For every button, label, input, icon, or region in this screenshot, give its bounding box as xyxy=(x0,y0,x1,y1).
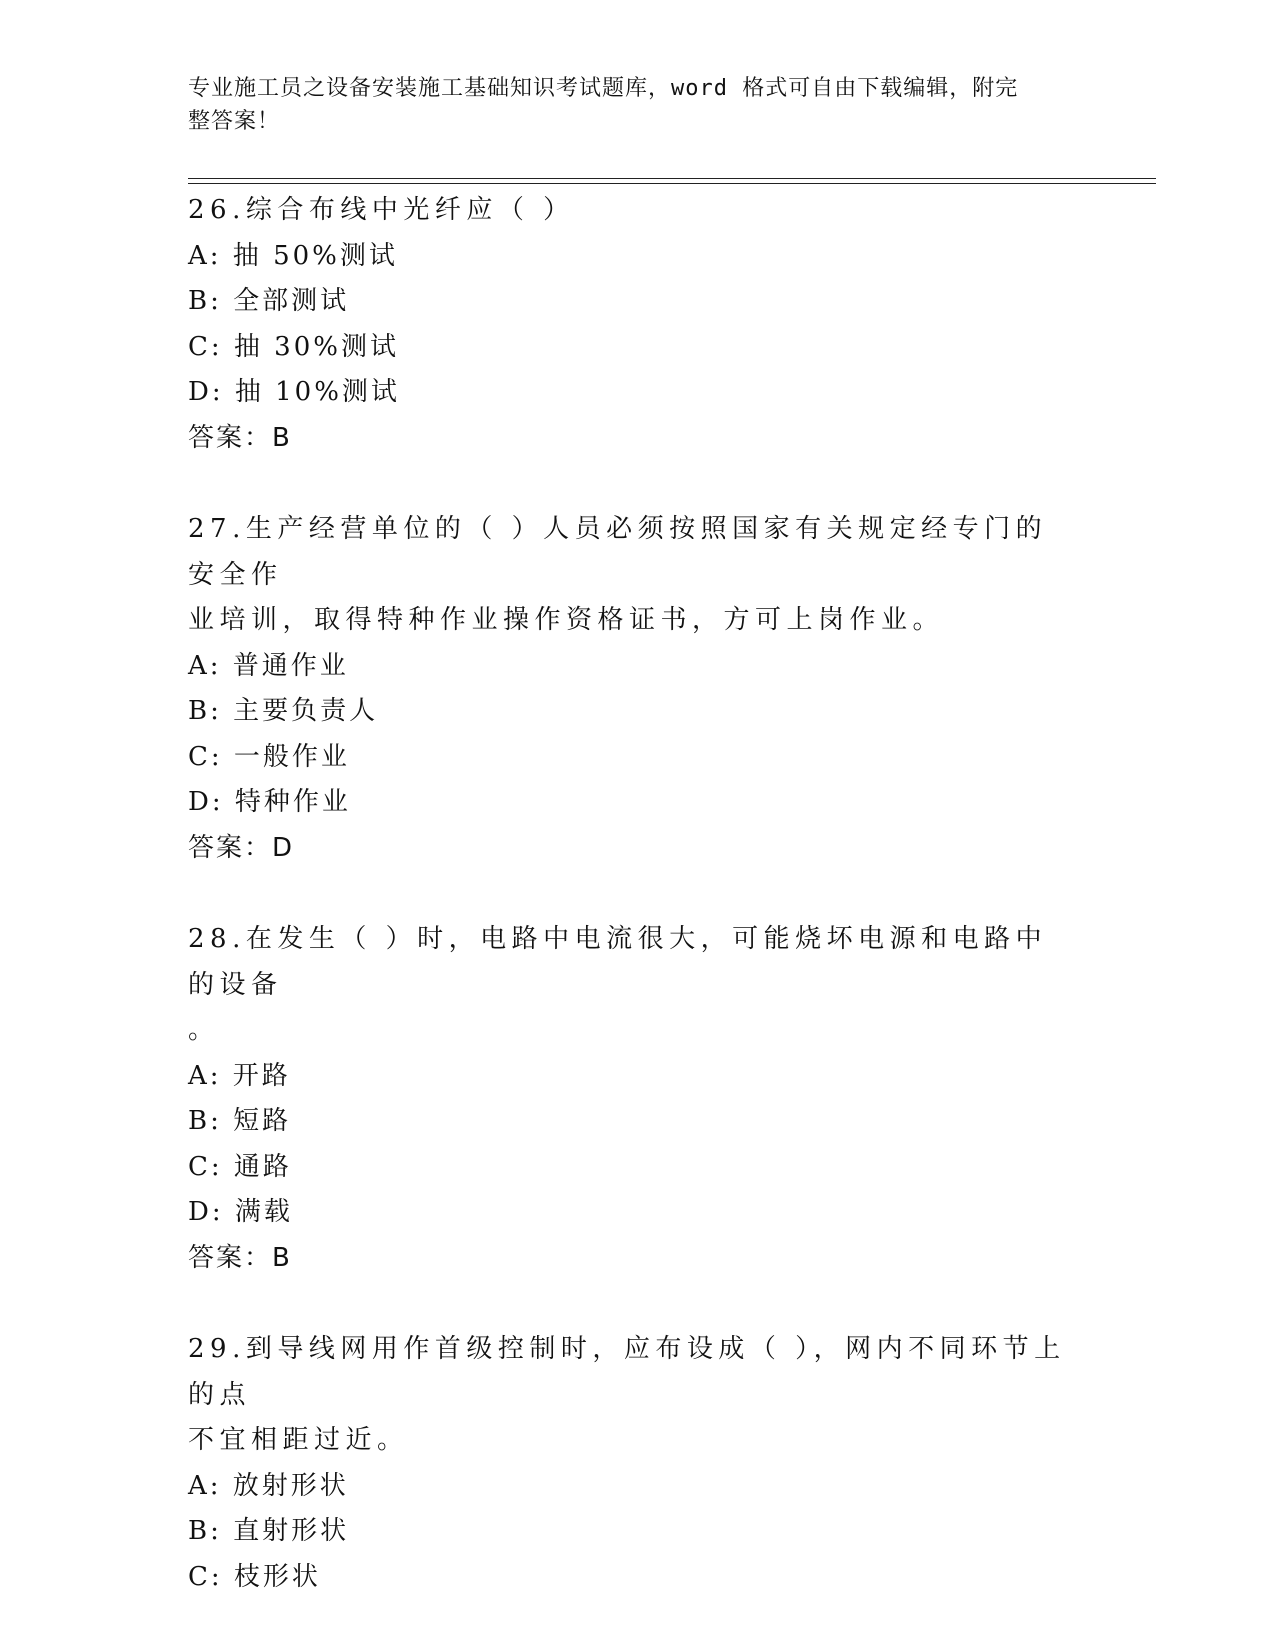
answer: 答案：D xyxy=(188,832,295,863)
question-27 xyxy=(188,507,1068,871)
option-d: D: 特种作业 xyxy=(188,787,351,817)
question-29 xyxy=(188,1327,1068,1600)
option-a: A: 开路 xyxy=(188,1060,291,1091)
header-line-1: 专业施工员之设备安装施工基础知识考试题库，word 格式可自由下载编辑，附完 xyxy=(188,76,1019,101)
option-b: B: 全部测试 xyxy=(188,286,350,316)
question-stem-line-1: 28.在发生（ ）时，电路中电流很大，可能烧坏电源和电路中的设备 xyxy=(188,924,1048,1000)
answer: 答案：B xyxy=(188,422,292,453)
option-d: D: 抽 10%测试 xyxy=(188,377,400,407)
header-line-2: 整答案！ xyxy=(188,109,281,134)
option-c: C: 通路 xyxy=(188,1151,292,1182)
question-stem-line-1: 27.生产经营单位的（ ）人员必须按照国家有关规定经专门的安全作 xyxy=(188,514,1048,590)
question-26 xyxy=(188,188,1068,461)
option-c: C: 一般作业 xyxy=(188,741,350,772)
question-stem-line-2: 。 xyxy=(188,1015,220,1045)
question-28 xyxy=(188,917,1068,1281)
option-b: B: 短路 xyxy=(188,1106,292,1136)
question-list xyxy=(188,188,1068,1600)
option-a: A: 放射形状 xyxy=(188,1470,349,1501)
answer: 答案：B xyxy=(188,1242,292,1273)
option-c: C: 抽 30%测试 xyxy=(188,331,399,362)
header-divider-top xyxy=(188,178,1156,179)
question-stem-line-2: 不宜相距过近。 xyxy=(188,1425,409,1455)
document-header xyxy=(188,72,1068,138)
header-divider-bottom xyxy=(188,183,1156,184)
option-a: A: 抽 50%测试 xyxy=(188,240,398,271)
option-b: B: 主要负责人 xyxy=(188,696,379,726)
option-c: C: 枝形状 xyxy=(188,1561,321,1592)
question-stem: 26.综合布线中光纤应（ ） xyxy=(188,195,575,225)
option-b: B: 直射形状 xyxy=(188,1516,350,1546)
question-stem-line-1: 29.到导线网用作首级控制时，应布设成（ ），网内不同环节上的点 xyxy=(188,1334,1066,1410)
question-stem-line-2: 业培训，取得特种作业操作资格证书，方可上岗作业。 xyxy=(188,605,945,635)
option-a: A: 普通作业 xyxy=(188,650,349,681)
option-d: D: 满载 xyxy=(188,1197,293,1227)
